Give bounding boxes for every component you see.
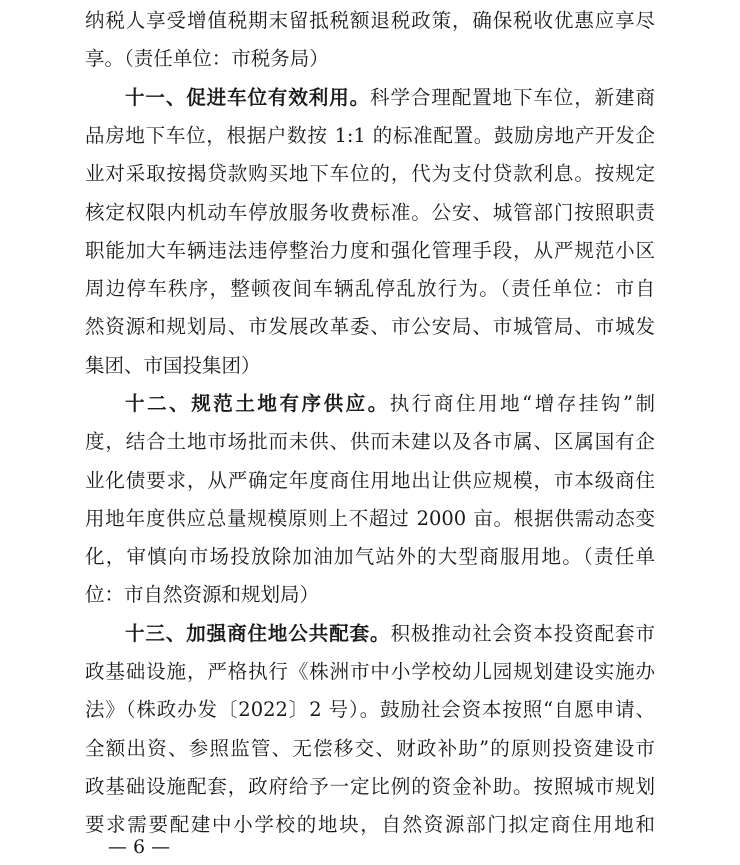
paragraph-line: 享。（责任单位：市税务局） — [85, 47, 329, 70]
section-heading-12: 十二、规范土地有序供应。 — [125, 392, 390, 415]
section-heading-13: 十三、加强商住地公共配套。 — [125, 622, 391, 645]
paragraph-text: 执行商住用地“增存挂钩”制 — [389, 392, 655, 415]
paragraph-line: 业对采取按揭贷款购买地下车位的，代为支付贷款利息。按规定 — [85, 162, 655, 185]
paragraph-line: 职能加大车辆违法违停整治力度和强化管理手段，从严规范小区 — [85, 239, 655, 262]
paragraph-line: 法》（株政办发〔2022〕2 号）。鼓励社会资本按照“自愿申请、 — [85, 698, 655, 721]
paragraph-line: 要求需要配建中小学校的地块，自然资源部门拟定商住用地和 — [85, 813, 655, 836]
paragraph-line: 业化债要求，从严确定年度商住用地出让供应规模，市本级商住 — [85, 469, 655, 492]
page-number: — 6 — — [108, 836, 171, 858]
paragraph-line: 用地年度供应总量规模原则上不超过 2000 亩。根据供需动态变 — [85, 507, 655, 530]
paragraph-line: 周边停车秩序，整顿夜间车辆乱停乱放行为。（责任单位：市自 — [85, 277, 655, 300]
paragraph-line: 位：市自然资源和规划局） — [85, 583, 320, 606]
paragraph-line: 政基础设施，严格执行《株洲市中小学校幼儿园规划建设实施办 — [85, 660, 655, 683]
paragraph-line — [125, 623, 655, 645]
paragraph-line: 化，审慎向市场投放除加油加气站外的大型商服用地。（责任单 — [85, 545, 655, 568]
paragraph-line — [125, 87, 655, 109]
paragraph-line: 政基础设施配套，政府给予一定比例的资金补助。按照城市规划 — [85, 775, 655, 798]
paragraph-line: 全额出资、参照监管、无偿移交、财政补助”的原则投资建设市 — [85, 737, 655, 760]
paragraph-text: 积极推动社会资本投资配套市 — [390, 622, 655, 645]
paragraph-line: 品房地下车位，根据户数按 1:1 的标准配置。鼓励房地产开发企 — [85, 124, 655, 147]
paragraph-line: 集团、市国投集团） — [85, 354, 261, 377]
paragraph-line: 然资源和规划局、市发展改革委、市公安局、市城管局、市城发 — [85, 315, 655, 338]
section-heading-11: 十一、促进车位有效利用。 — [125, 86, 371, 109]
paragraph-line — [125, 393, 655, 415]
paragraph-text: 科学合理配置地下车位，新建商 — [370, 86, 655, 109]
paragraph-line: 纳税人享受增值税期末留抵税额退税政策，确保税收优惠应享尽 — [85, 9, 655, 32]
paragraph-line: 度，结合土地市场批而未供、供而未建以及各市属、区属国有企 — [85, 430, 655, 453]
paragraph-line: 核定权限内机动车停放服务收费标准。公安、城管部门按照职责 — [85, 201, 655, 224]
